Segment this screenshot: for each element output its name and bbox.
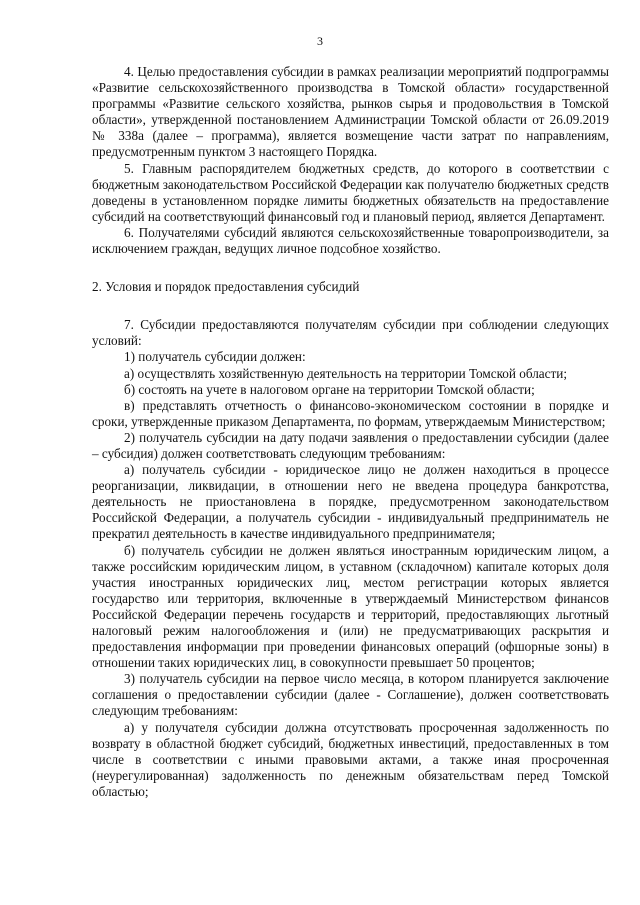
page-number: 3: [317, 34, 323, 48]
subitem-1a: а) осуществлять хозяйственную деятельность на территории Томской области;: [124, 365, 567, 381]
paragraph-5: 5. Главным распорядителем бюджетных средств, до которого в соответствии с бюджетным законодательством Российской Федерации как получателю бюджетных средств доведены в установленном порядке лимиты бюджетных обязательств на предоставление субсидий на соответствующий финансовый год и плановый период, является Департамент.: [92, 160, 609, 224]
subitem-1b: б) состоять на учете в налоговом органе на территории Томской области;: [124, 381, 535, 397]
paragraph-6: 6. Получателями субсидий являются сельскохозяйственные товаропроизводители, за исключением граждан, ведущих личное подсобное хозяйство.: [92, 224, 609, 257]
subitem-3a: а) у получателя субсидии должна отсутствовать просроченная задолженность по возврату в областной бюджет субсидий, бюджетных инвестиций, предоставленных в том числе в соответствии с иными правовыми актами, а также иная просроченная (неурегулированная) задолженность по денежным обязательствам перед Томской областью;: [92, 719, 609, 799]
subitem-1v: в) представлять отчетность о финансово-экономическом состоянии в порядке и сроки, утвержденные приказом Департамента, по формам, утверждаемым Министерством;: [92, 397, 609, 429]
subitem-1: 1) получатель субсидии должен:: [124, 349, 306, 365]
subitem-2b: б) получатель субсидии не должен являться иностранным юридическим лицом, а также российским юридическим лицом, в уставном (складочном) капитале которых доля участия иностранных юридических лиц, местом регистрации которых является государство или территория, включенные в утверждаемый Министерством финансов Российской Федерации перечень государств и территорий, предоставляющих льготный налоговый режим налогообложения и (или) не предусматривающих раскрытия и предоставления информации при проведении финансовых операций (офшорные зоны) в отношении таких юридических лиц, в совокупности превышает 50 процентов;: [92, 542, 609, 671]
subitem-3: 3) получатель субсидии на первое число месяца, в котором планируется заключение соглашения о предоставлении субсидии (далее - Соглашение), должен соответствовать следующим требованиям:: [92, 671, 609, 719]
paragraph-7: 7. Субсидии предоставляются получателям субсидии при соблюдении следующих условий:: [92, 317, 609, 349]
section-title: 2. Условия и порядок предоставления субсидий: [92, 279, 360, 295]
subitem-2a: а) получатель субсидии - юридическое лицо не должен находиться в процессе реорганизации, ликвидации, в отношении него не введена процедура банкротства, деятельность не приостановлена в порядке, предусмотренном законодательством Российской Федерации, а получатель субсидии - индивидуальный предприниматель не прекратил деятельность в качестве индивидуального предпринимателя;: [92, 462, 609, 542]
document-body: [92, 64, 609, 800]
subitem-2: 2) получатель субсидии на дату подачи заявления о предоставлении субсидии (далее – субсидия) должен соответствовать следующим требованиям:: [92, 429, 609, 461]
paragraph-4: 4. Целью предоставления субсидии в рамках реализации мероприятий подпрограммы «Развитие сельскохозяйственного производства в Томской области» государственной программы «Развитие сельского хозяйства, рынков сырья и продовольствия в Томской области», утвержденной постановлением Администрации Томской области от 26.09.2019 № 338а (далее – программа), является возмещение части затрат по направлениям, предусмотренным пунктом 3 настоящего Порядка.: [92, 64, 609, 160]
